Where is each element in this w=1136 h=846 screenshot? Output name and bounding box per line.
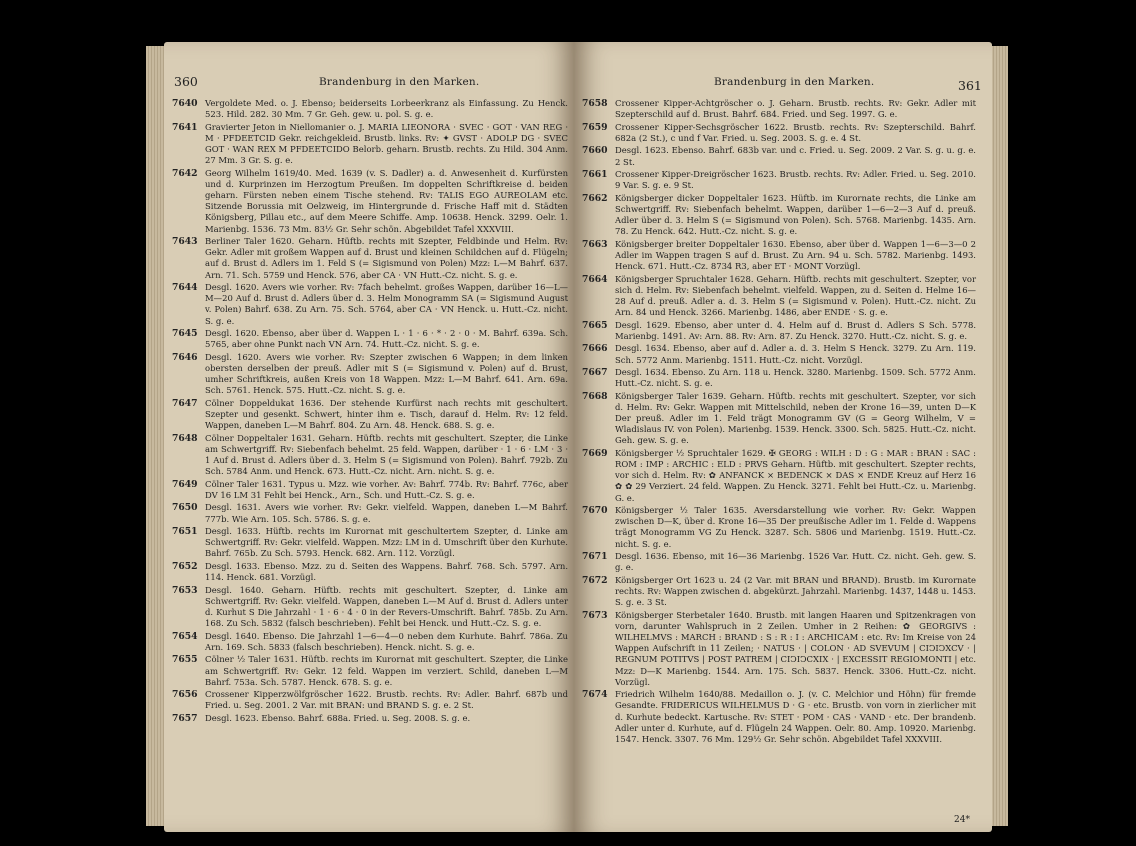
entry-text: Desgl. 1620. Avers wie vorher. Rv: 7fach behelmt. großes Wappen, darüber 16—L—M—20 Auf d. Brust d. Adlers über d. 3. Helm Monogramm SA (= Sigismund August v. Polen) Bahrf. 638. Zu Arn. 75. Sch. 5764, aber CA · VN Henck. u. Hutt.-Cz. nicht. S. g. e. bbox=[205, 282, 568, 326]
entry-text: Desgl. 1623. Ebenso. Bahrf. 688a. Fried. u. Seg. 2008. S. g. e. bbox=[205, 712, 471, 723]
catalog-entry bbox=[172, 398, 568, 431]
entry-number: 7659 bbox=[582, 121, 608, 133]
catalog-entry bbox=[582, 610, 976, 688]
catalog-entry bbox=[172, 585, 568, 630]
catalog-entry bbox=[582, 505, 976, 550]
entry-text: Desgl. 1636. Ebenso, mit 16—36 Marienbg. 1526 Var. Hutt. Cz. nicht. Geh. gew. S. g. e. bbox=[615, 551, 976, 573]
catalog-entry bbox=[172, 98, 568, 120]
entry-number: 7671 bbox=[582, 551, 608, 563]
entry-number: 7647 bbox=[172, 397, 198, 409]
catalog-entry bbox=[582, 122, 976, 144]
entry-text: Desgl. 1629. Ebenso, aber unter d. 4. Helm auf d. Brust d. Adlers S Sch. 5778. Marienbg. 1491. Av: Arn. 88. Rv: Arn. 87. Zu Henck. 3270. Hutt.-Cz. nicht. S. g. e. bbox=[615, 319, 976, 341]
catalog-entry bbox=[172, 122, 568, 167]
entry-number: 7658 bbox=[582, 98, 608, 109]
entry-number: 7657 bbox=[172, 712, 198, 724]
catalog-entry bbox=[172, 433, 568, 478]
entry-number: 7660 bbox=[582, 145, 608, 157]
entry-number: 7662 bbox=[582, 192, 608, 204]
entry-list bbox=[582, 98, 976, 746]
entry-text: Cölner ½ Taler 1631. Hüftb. rechts im Kurornat mit geschultert. Szepter, die Linke am Schwertgriff. Rv: Gekr. 12 feld. Wappen im verziert. Schild, daneben L—M Bahrf. 753a. Sch. 5787. Henck. 678. S. g. e. bbox=[205, 654, 568, 687]
catalog-entry bbox=[172, 328, 568, 350]
entry-text: Königsberger ½ Spruchtaler 1629. ✠ GEORG : WILH : D : G : MAR : BRAN : SAC : ROM : IMP : ARCHIC : ELD : PRVS Geharn. Hüftb. mit geschultert. Szepter rechts, vor sich d. Helm. Rv: ✿ ANFANCK × BEDENCK × DAS × ENDE Kreuz auf Herz 16 ✿ ✿ 29 Verziert. 24 feld. Wappen. Zu Henck. 3271. Fehlt bei Hutt.-Cz. u. Marienbg. G. e. bbox=[615, 447, 976, 503]
running-header: Brandenburg in den Marken. bbox=[714, 76, 875, 88]
entry-number: 7645 bbox=[172, 328, 198, 340]
entry-text: Friedrich Wilhelm 1640/88. Medaillon o. J. (v. C. Melchior und Höhn) für fremde Gesandte. FRIDERICUS WILHELMUS D · G · etc. Brustb. von vorn in zierlicher mit d. Kurhute bedeckt. Kartusche. Rv: STET · POM · CAS · VAND · etc. Der brandenb. Adler unter d. Kurhute, auf d. Flügeln 24 Wappen. Oelr. 80. Amp. 10920. Marienbg. 1547. Henck. 3307. 76 Mm. 129½ Gr. Sehr schön. Abgebildet Tafel XXXVIII. bbox=[615, 689, 976, 744]
catalog-entry bbox=[172, 479, 568, 501]
catalog-entry bbox=[172, 654, 568, 687]
catalog-entry bbox=[582, 239, 976, 272]
signature-mark: 24* bbox=[954, 815, 970, 825]
entry-text: Cölner Doppeldukat 1636. Der stehende Kurfürst nach rechts mit geschultert. Szepter und gesenkt. Schwert, hinter ihm e. Tisch, darauf d. Helm. Rv: 12 feld. Wappen, daneben L—M Bahrf. 804. Zu Arn. 48. Henck. 688. S. g. e. bbox=[205, 397, 568, 431]
entry-text: Königsberger Sterbetaler 1640. Brustb. mit langen Haaren und Spitzenkragen von vorn, darunter Wahlspruch in 2 Zeilen. Umher in 2 Reihen: ✿ GEORGIVS : WILHELMVS : MARCH : BRAND : S : R : I : ARCHICAM : etc. Rv: Im Kreise von 24 Wappen Aufschrift in 11 Zeilen; · NATUS · | COLON · AD SVEVUM | CIↃIↃXCV · | REGNUM POTITVS | POST PATREM | CIↃIↃCXIX · | EXCESSIT REGIOMONTI | etc. Mzz: D—K Marienbg. 1544. Arn. 175. Sch. 5837. Henck. 3306. Hutt.-Cz. nicht. Vorzügl. bbox=[615, 609, 976, 687]
entry-number: 7640 bbox=[172, 98, 198, 109]
catalog-entry bbox=[582, 448, 976, 504]
entry-text: Desgl. 1623. Ebenso. Bahrf. 683b var. und c. Fried. u. Seg. 2009. 2 Var. S. g. u. g. e. 2 St. bbox=[615, 145, 976, 167]
entry-number: 7651 bbox=[172, 526, 198, 538]
entry-list bbox=[172, 98, 568, 725]
entry-number: 7667 bbox=[582, 367, 608, 379]
entry-number: 7649 bbox=[172, 478, 198, 490]
entry-text: Königsberger ½ Taler 1635. Aversdarstellung wie vorher. Rv: Gekr. Wappen zwischen D—K, über d. Krone 16—35 Der preußische Adler im 1. Felde d. Wappens trägt Monogramm VG Zu Henck. 3287. Sch. 5806 und Marienbg. 1519. Hutt.-Cz. nicht. S. g. e. bbox=[615, 505, 976, 549]
catalog-entry bbox=[582, 343, 976, 365]
entry-number: 7642 bbox=[172, 167, 198, 179]
catalog-entry bbox=[582, 145, 976, 167]
catalog-entry bbox=[582, 575, 976, 608]
entry-number: 7669 bbox=[582, 447, 608, 459]
entry-number: 7652 bbox=[172, 560, 198, 572]
catalog-entry bbox=[172, 352, 568, 397]
entry-number: 7661 bbox=[582, 169, 608, 181]
page-number: 360 bbox=[174, 74, 198, 89]
entry-text: Desgl. 1634. Ebenso, aber auf d. Adler a. d. 3. Helm S Henck. 3279. Zu Arn. 119. Sch. 5772 Anm. Marienbg. 1511. Hutt.-Cz. nicht. Vorzügl. bbox=[615, 343, 976, 365]
entry-text: Königsberger Ort 1623 u. 24 (2 Var. mit BRAN und BRAND). Brustb. im Kurornate rechts. Rv: Wappen zwischen d. abgekürzt. Jahrzahl. Marienbg. 1437, 1448 u. 1453. S. g. e. 3 St. bbox=[615, 574, 976, 608]
entry-text: Crossener Kipper-Dreigröscher 1623. Brustb. rechts. Rv: Adler. Fried. u. Seg. 2010. 9 Var. S. g. e. 9 St. bbox=[615, 169, 976, 191]
entry-text: Georg Wilhelm 1619/40. Med. 1639 (v. S. Dadler) a. d. Anwesenheit d. Kurfürsten und d. Kurprinzen im Herzogtum Preußen. Im doppelten Schriftkreise d. beiden geharn. Fürsten neben einem Tische stehend. Rv: TALIS EGO AUREOLAM etc. Sitzende Borussia mit Oelzweig, im Hintergrunde d. Frische Haff mit d. Städten Königsberg, Pillau etc., auf dem Meere Schiffe. Amp. 10638. Henck. 3299. Oelr. 1. Marienbg. 1536. 73 Mm. 83½ Gr. Sehr schön. Abgebildet Tafel XXXVIII. bbox=[205, 167, 568, 234]
entry-number: 7654 bbox=[172, 630, 198, 642]
catalog-entry bbox=[172, 502, 568, 524]
catalog-entry bbox=[582, 193, 976, 238]
entry-number: 7665 bbox=[582, 319, 608, 331]
entry-text: Desgl. 1640. Ebenso. Die Jahrzahl 1—6—4—0 neben dem Kurhute. Bahrf. 786a. Zu Arn. 169. Sch. 5833 (falsch beschrieben). Henck. nicht. S. g. e. bbox=[205, 630, 568, 652]
catalog-entry bbox=[582, 320, 976, 342]
catalog-entry bbox=[582, 169, 976, 191]
entry-text: Cölner Taler 1631. Typus u. Mzz. wie vorher. Av: Bahrf. 774b. Rv: Bahrf. 776c, aber DV 16 LM 31 Fehlt bei Henck., Arn., Sch. und Hutt.-Cz. S. g. e. bbox=[205, 478, 568, 500]
entry-number: 7646 bbox=[172, 351, 198, 363]
entry-number: 7672 bbox=[582, 574, 608, 586]
entry-number: 7644 bbox=[172, 282, 198, 294]
entry-number: 7670 bbox=[582, 505, 608, 517]
entry-number: 7656 bbox=[172, 689, 198, 701]
catalog-entry bbox=[582, 551, 976, 573]
entry-number: 7650 bbox=[172, 502, 198, 514]
entry-number: 7663 bbox=[582, 238, 608, 250]
entry-number: 7653 bbox=[172, 584, 198, 596]
entry-text: Desgl. 1620. Avers wie vorher. Rv: Szepter zwischen 6 Wappen; in dem linken obersten derselben der preuß. Adler mit S (= Sigismund v. Polen) auf d. Brust, umher Schriftkreis, außen Kreis von 18 Wappen. Mzz: L—M Bahrf. 641. Arn. 69a. Sch. 5761. Henck. 575. Hutt.-Cz. nicht. S. g. e. bbox=[205, 351, 568, 396]
entry-number: 7641 bbox=[172, 121, 198, 133]
catalog-entry bbox=[172, 168, 568, 235]
entry-number: 7648 bbox=[172, 432, 198, 444]
entry-number: 7664 bbox=[582, 273, 608, 285]
right-page bbox=[574, 42, 992, 832]
catalog-entry bbox=[582, 391, 976, 447]
catalog-entry bbox=[172, 236, 568, 281]
entry-text: Desgl. 1640. Geharn. Hüftb. rechts mit geschultert. Szepter, d. Linke am Schwertgriff. Rv: Gekr. vielfeld. Wappen, daneben L—M Auf d. Brust d. Adlers unter d. Kurhut S Die Jahrzahl · 1 · 6 · 4 · 0 in der Revers-Umschrift. Bahrf. 785b. Zu Arn. 168. Zu Sch. 5832 (falsch beschrieben). Fehlt bei Henck. und Hutt.-Cz. S. g. e. bbox=[205, 584, 568, 629]
catalog-entry bbox=[582, 98, 976, 120]
entry-number: 7666 bbox=[582, 343, 608, 355]
catalog-entry bbox=[582, 689, 976, 745]
entry-text: Vergoldete Med. o. J. Ebenso; beiderseits Lorbeerkranz als Einfassung. Zu Henck. 523. Hild. 282. 30 Mm. 7 Gr. Geh. gew. u. pol. S. g. e. bbox=[205, 98, 568, 120]
entry-text: Crossener Kipper-Achtgröscher o. J. Geharn. Brustb. rechts. Rv: Gekr. Adler mit Szepterschild auf d. Brust. Bahrf. 684. Fried. und Seg. 1997. G. e. bbox=[615, 98, 976, 120]
page-edges-right bbox=[990, 46, 1008, 826]
entry-text: Berliner Taler 1620. Geharn. Hüftb. rechts mit Szepter, Feldbinde und Helm. Rv: Gekr. Adler mit großem Wappen auf d. Brust und kleinen Schildchen auf d. Flügeln; auf d. Brust d. Adlers im 1. Feld S (= Sigismund von Polen) Mzz: L—M Bahrf. 637. Arn. 71. Sch. 5759 und Henck. 576, aber CA · VN Hutt.-Cz. nicht. S. g. e. bbox=[205, 236, 568, 280]
catalog-entry bbox=[172, 631, 568, 653]
entry-text: Desgl. 1633. Ebenso. Mzz. zu d. Seiten des Wappens. Bahrf. 768. Sch. 5797. Arn. 114. Henck. 681. Vorzügl. bbox=[205, 560, 568, 583]
left-page bbox=[164, 42, 574, 832]
entry-text: Cölner Doppeltaler 1631. Geharn. Hüftb. rechts mit geschultert. Szepter, die Linke am Schwertgriff. Rv: Siebenfach behelmt. 25 feld. Wappen, darüber · 1 · 6 · LM · 3 · 1 Auf d. Brust d. Adlers über d. 3. Helm S (= Sigismund von Polen). Bahrf. 792b. Zu Sch. 5784 Anm. und Henck. 673. Hutt.-Cz. nicht. Arn. nicht. S. g. e. bbox=[205, 432, 568, 477]
entry-text: Desgl. 1634. Ebenso. Zu Arn. 118 u. Henck. 3280. Marienbg. 1509. Sch. 5772 Anm. Hutt.-Cz. nicht. S. g. e. bbox=[615, 367, 976, 389]
entry-text: Desgl. 1620. Ebenso, aber über d. Wappen L · 1 · 6 · * · 2 · 0 · M. Bahrf. 639a. Sch. 5765, aber ohne Punkt nach VN Arn. 74. Hutt.-Cz. nicht. S. g. e. bbox=[205, 328, 568, 350]
entry-text: Königsberger breiter Doppeltaler 1630. Ebenso, aber über d. Wappen 1—6—3—0 2 Adler im Wappen tragen S auf d. Brust. Zu Arn. 94 u. Sch. 5782. Marienbg. 1493. Henck. 671. Hutt.-Cz. 8734 R3, aber ET · MONT Vorzügl. bbox=[615, 238, 976, 272]
entry-text: Desgl. 1631. Avers wie vorher. Rv: Gekr. vielfeld. Wappen, daneben L—M Bahrf. 777b. Wie Arn. 105. Sch. 5786. S. g. e. bbox=[205, 502, 568, 524]
entry-text: Gravierter Jeton in Niellomanier o. J. MARIA LIEONORA · SVEC · GOT · VAN REG · M · PFDEETCID Gekr. reichgekleid. Brustb. links. Rv: ✦ GVST · ADOLP DG · SVEC GOT · WAN REX M PFDEETCIDO Belorb. geharn. Brustb. rechts. Zu Hild. 304 Anm. 27 Mm. 3 Gr. S. g. e. bbox=[205, 121, 568, 166]
entry-text: Königsberger dicker Doppeltaler 1623. Hüftb. im Kurornate rechts, die Linke am Schwertgriff. Rv: Siebenfach behelmt. Wappen, darüber 1—6—2—3 Auf d. preuß. Adler über d. 3. Helm S (= Sigismund von Polen). Sch. 5768. Marienbg. 1435. Arn. 78. Zu Henck. 642. Hutt.-Cz. nicht. S. g. e. bbox=[615, 192, 976, 237]
entry-text: Crossener Kipper-Sechsgröscher 1622. Brustb. rechts. Rv: Szepterschild. Bahrf. 682a (2 St.), c und f Var. Fried. u. Seg. 2003. S. g. e. 4 St. bbox=[615, 121, 976, 143]
catalog-entry bbox=[172, 689, 568, 711]
running-header: Brandenburg in den Marken. bbox=[319, 76, 480, 88]
entry-number: 7655 bbox=[172, 654, 198, 666]
page-number: 361 bbox=[958, 78, 982, 93]
catalog-entry bbox=[582, 274, 976, 319]
entry-text: Königsberger Spruchtaler 1628. Geharn. Hüftb. rechts mit geschultert. Szepter, vor sich d. Helm. Rv: Siebenfach behelmt. vielfeld. Wappen, zu d. Seiten d. Helme 16—28 Auf d. preuß. Adler a. d. 3. Helm S (= Sigismund v. Polen). Hutt.-Cz. nicht. Zu Arn. 84 und Henck. 3266. Marienbg. 1486, aber ENDE · S. g. e. bbox=[615, 273, 976, 318]
catalog-entry bbox=[172, 526, 568, 559]
catalog-entry bbox=[172, 282, 568, 327]
entry-number: 7668 bbox=[582, 390, 608, 402]
entry-number: 7643 bbox=[172, 236, 198, 248]
entry-text: Königsberger Taler 1639. Geharn. Hüftb. rechts mit geschultert. Szepter, vor sich d. Helm. Rv: Gekr. Wappen mit Mittelschild, neben der Krone 16—39, unten D—K Der preuß. Adler im 1. Feld trägt Monogramm GV (G = Georg Wilhelm, V = Wladislaus IV. von Polen). Marienbg. 1539. Henck. 3300. Sch. 5825. Hutt.-Cz. nicht. Geh. gew. S. g. e. bbox=[615, 390, 976, 446]
catalog-entry bbox=[172, 713, 568, 724]
entry-number: 7673 bbox=[582, 609, 608, 621]
entry-number: 7674 bbox=[582, 689, 608, 701]
entry-text: Desgl. 1633. Hüftb. rechts im Kurornat mit geschultertem Szepter, d. Linke am Schwertgriff. Rv: Gekr. vielfeld. Wappen. Mzz: LM in d. Umschrift über den Kurhute. Bahrf. 765b. Zu Sch. 5793. Henck. 682. Arn. 112. Vorzügl. bbox=[205, 526, 568, 559]
entry-text: Crossener Kipperzwölfgröscher 1622. Brustb. rechts. Rv: Adler. Bahrf. 687b und Fried. u. Seg. 2001. 2 Var. mit BRAN: und BRAND S. g. e. 2 St. bbox=[205, 689, 568, 711]
page-edges-left bbox=[146, 46, 166, 826]
catalog-entry bbox=[582, 367, 976, 389]
catalog-entry bbox=[172, 561, 568, 583]
